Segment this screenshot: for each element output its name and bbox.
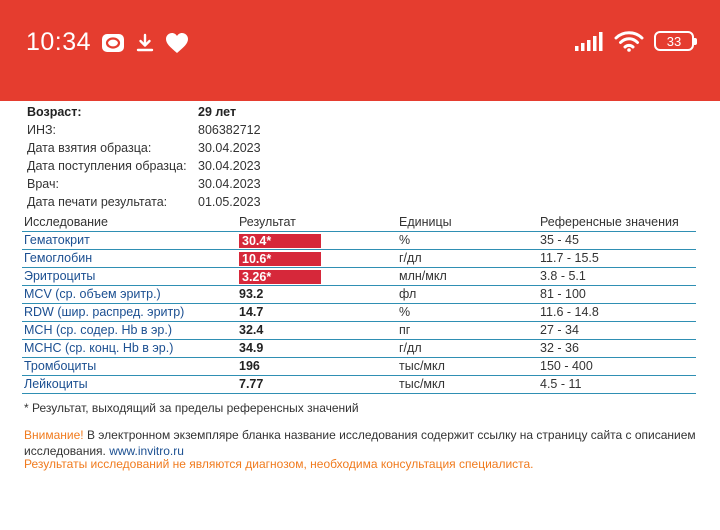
units: фл bbox=[399, 287, 417, 301]
battery-icon bbox=[654, 31, 694, 51]
heart-icon bbox=[165, 32, 189, 54]
table-header bbox=[22, 213, 696, 232]
warning-label: Внимание! bbox=[24, 428, 84, 442]
reference-range: 81 - 100 bbox=[540, 287, 586, 301]
result-value: 14.7 bbox=[239, 305, 264, 319]
disclaimer: Результаты исследований не являются диагнозом, необходима консультация специалиста. bbox=[24, 457, 534, 471]
result-value: 32.4 bbox=[239, 323, 264, 337]
download-icon bbox=[135, 33, 155, 53]
warning-text: В электронном экземпляре бланка название исследования содержит ссылку на страницу сайта с описанием bbox=[83, 428, 696, 442]
results-table bbox=[22, 213, 696, 394]
info-label: Дата взятия образца: bbox=[27, 141, 152, 155]
table-row bbox=[22, 286, 696, 304]
footnote: * Результат, выходящий за пределы референсных значений bbox=[24, 401, 359, 415]
info-label: ИНЗ: bbox=[27, 123, 57, 137]
table-row bbox=[22, 250, 696, 268]
invitro-link[interactable]: www.invitro.ru bbox=[109, 444, 184, 458]
info-value: 29 лет bbox=[198, 105, 237, 119]
test-name-link[interactable]: MCHC (ср. конц. Hb в эр.) bbox=[24, 341, 174, 355]
table-row bbox=[22, 268, 696, 286]
test-name-link[interactable]: RDW (шир. распред. эритр) bbox=[24, 305, 185, 319]
reference-range: 35 - 45 bbox=[540, 233, 579, 247]
units: тыс/мкл bbox=[399, 377, 445, 391]
units: млн/мкл bbox=[399, 269, 447, 283]
table-row bbox=[22, 304, 696, 322]
result-value-flagged: 3.26* bbox=[239, 270, 321, 284]
test-name-link[interactable]: Лейкоциты bbox=[24, 377, 88, 391]
result-value: 196 bbox=[239, 359, 260, 373]
units: г/дл bbox=[399, 341, 422, 355]
info-label: Дата поступления образца: bbox=[27, 159, 187, 173]
status-right bbox=[574, 30, 694, 52]
test-name-link[interactable]: Тромбоциты bbox=[24, 359, 97, 373]
units: пг bbox=[399, 323, 411, 337]
info-value: 30.04.2023 bbox=[198, 141, 261, 155]
info-value: 30.04.2023 bbox=[198, 177, 261, 191]
table-row bbox=[22, 340, 696, 358]
record-icon bbox=[101, 33, 125, 53]
table-row bbox=[22, 376, 696, 394]
warning-note bbox=[24, 427, 704, 459]
battery-level: 33 bbox=[666, 33, 682, 49]
table-row bbox=[22, 322, 696, 340]
result-value: 34.9 bbox=[239, 341, 264, 355]
reference-range: 11.7 - 15.5 bbox=[540, 251, 599, 265]
header-reference: Референсные значения bbox=[540, 215, 679, 229]
units: тыс/мкл bbox=[399, 359, 445, 373]
header-test: Исследование bbox=[24, 215, 108, 229]
info-label: Врач: bbox=[27, 177, 59, 191]
status-left bbox=[26, 28, 189, 57]
info-label: Дата печати результата: bbox=[27, 195, 168, 209]
test-name-link[interactable]: Эритроциты bbox=[24, 269, 96, 283]
result-value-flagged: 10.6* bbox=[239, 252, 321, 266]
reference-range: 3.8 - 5.1 bbox=[540, 269, 586, 283]
warning-text-cont: исследования. bbox=[24, 444, 110, 458]
info-value: 806382712 bbox=[198, 123, 261, 137]
header-result: Результат bbox=[239, 215, 296, 229]
units: % bbox=[399, 233, 411, 247]
wifi-icon bbox=[614, 30, 644, 52]
table-row bbox=[22, 358, 696, 376]
units: % bbox=[399, 305, 411, 319]
test-name-link[interactable]: MCV (ср. объем эритр.) bbox=[24, 287, 161, 301]
reference-range: 150 - 400 bbox=[540, 359, 593, 373]
info-value: 30.04.2023 bbox=[198, 159, 261, 173]
table-row bbox=[22, 232, 696, 250]
signal-icon bbox=[574, 31, 604, 51]
header-units: Единицы bbox=[399, 215, 452, 229]
test-name-link[interactable]: Гемоглобин bbox=[24, 251, 93, 265]
info-label: Возраст: bbox=[27, 105, 82, 119]
status-bar bbox=[0, 0, 720, 101]
reference-range: 32 - 36 bbox=[540, 341, 579, 355]
result-value: 7.77 bbox=[239, 377, 264, 391]
reference-range: 27 - 34 bbox=[540, 323, 579, 337]
test-name-link[interactable]: Гематокрит bbox=[24, 233, 90, 247]
result-value: 93.2 bbox=[239, 287, 264, 301]
info-value: 01.05.2023 bbox=[198, 195, 261, 209]
units: г/дл bbox=[399, 251, 422, 265]
reference-range: 11.6 - 14.8 bbox=[540, 305, 599, 319]
reference-range: 4.5 - 11 bbox=[540, 377, 582, 391]
result-value-flagged: 30.4* bbox=[239, 234, 321, 248]
clock: 10:34 bbox=[26, 28, 92, 56]
test-name-link[interactable]: MCH (ср. содер. Hb в эр.) bbox=[24, 323, 172, 337]
